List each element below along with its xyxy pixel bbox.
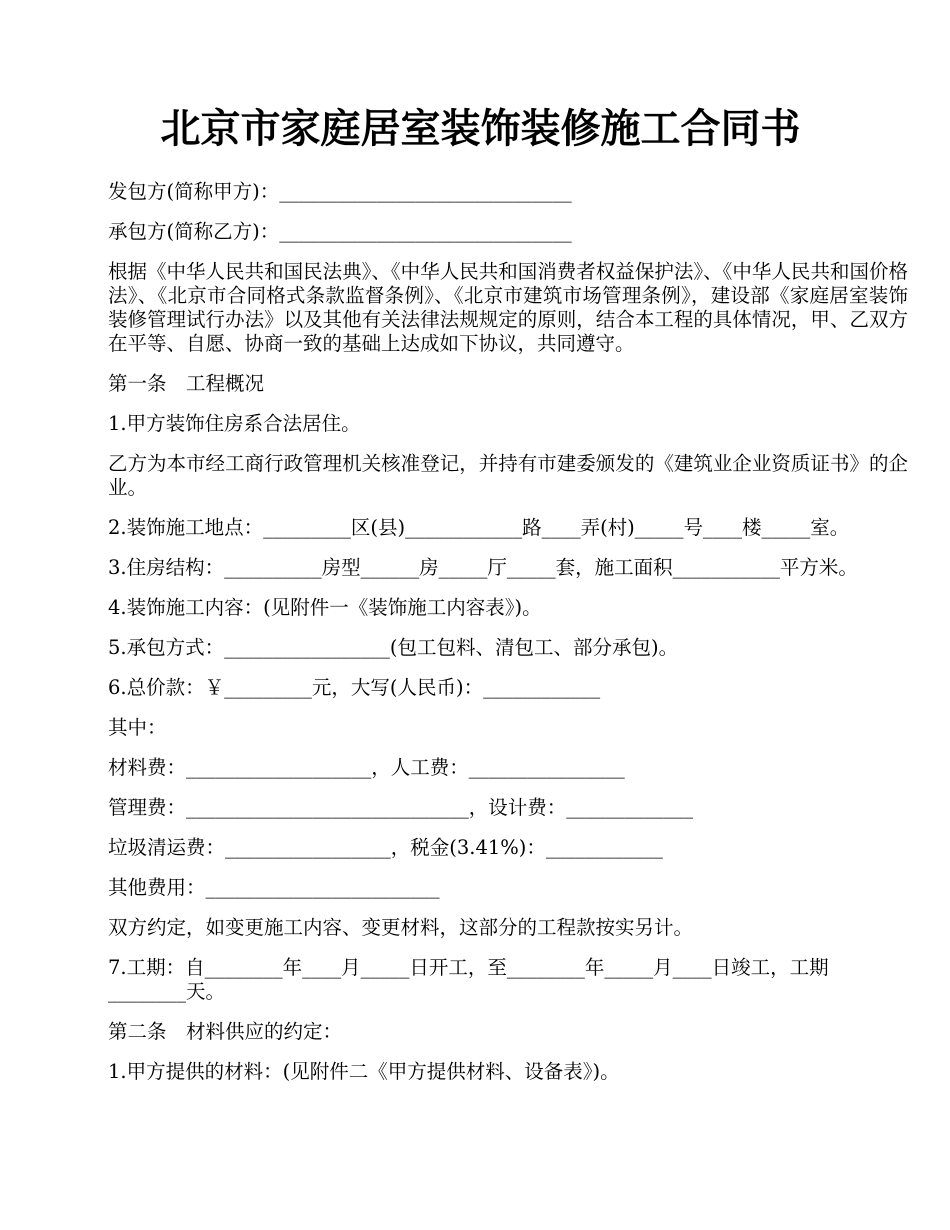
clause-duration-line1: 7.工期：自________年____月_____日开工，至________年_____月____日竣工，工期 — [108, 956, 829, 979]
article-1-heading: 第一条 工程概况 — [108, 372, 265, 395]
clause-contractor-qualification: 乙方为本市经工商行政管理机关核准登记，并持有市建委颁发的《建筑业企业资质证书》的企业。 — [108, 452, 908, 499]
clause-duration-line2: ________天。 — [108, 980, 226, 1003]
change-agreement-note: 双方约定，如变更施工内容、变更材料，这部分的工程款按实另计。 — [108, 916, 694, 939]
subtotal-label: 其中： — [108, 716, 167, 739]
clause-contract-mode: 5.承包方式：_________________(包工包料、清包工、部分承包)。 — [108, 636, 679, 659]
clause-total-price: 6.总价款：￥_________元，大写(人民币)：____________ — [108, 676, 601, 699]
fee-other-line: 其他费用：________________________ — [108, 876, 440, 899]
clause-party-a-materials: 1.甲方提供的材料：(见附件二《甲方提供材料、设备表》)。 — [108, 1060, 620, 1083]
contract-title: 北京市家庭居室装饰装修施工合同书 — [160, 105, 801, 152]
clause-location: 2.装饰施工地点：_________区(县)____________路____弄(村)_____号____楼_____室。 — [108, 516, 850, 539]
clause-work-content: 4.装饰施工内容：(见附件一《装饰施工内容表》)。 — [108, 596, 542, 619]
party-b-line: 承包方(简称乙方)：______________________________ — [108, 220, 572, 243]
fee-management-design-line: 管理费：_____________________________，设计费：_____________ — [108, 796, 694, 819]
party-a-line: 发包方(简称甲方)：______________________________ — [108, 180, 572, 203]
fee-material-labor-line: 材料费：___________________，人工费：________________ — [108, 756, 625, 779]
article-2-heading: 第二条 材料供应的约定： — [108, 1020, 343, 1043]
clause-housing-structure: 3.住房结构：__________房型______房_____厅_____套，施工面积___________平方米。 — [108, 556, 858, 579]
fee-garbage-tax-line: 垃圾清运费：_________________，税金(3.41%)：____________ — [108, 836, 663, 859]
preamble-paragraph: 根据《中华人民共和国民法典》、《中华人民共和国消费者权益保护法》、《中华人民共和国价格法》、《北京市合同格式条款监督条例》、《北京市建筑市场管理条例》，建设部《家庭居室装饰装修管理试行办法》以及其他有关法律法规规定的原则，结合本工程的具体情况，甲、乙双方在平等、自愿、协商一致的基础上达成如下协议，共同遵守。 — [108, 260, 908, 355]
clause-housing-legality: 1.甲方装饰住房系合法居住。 — [108, 412, 361, 435]
